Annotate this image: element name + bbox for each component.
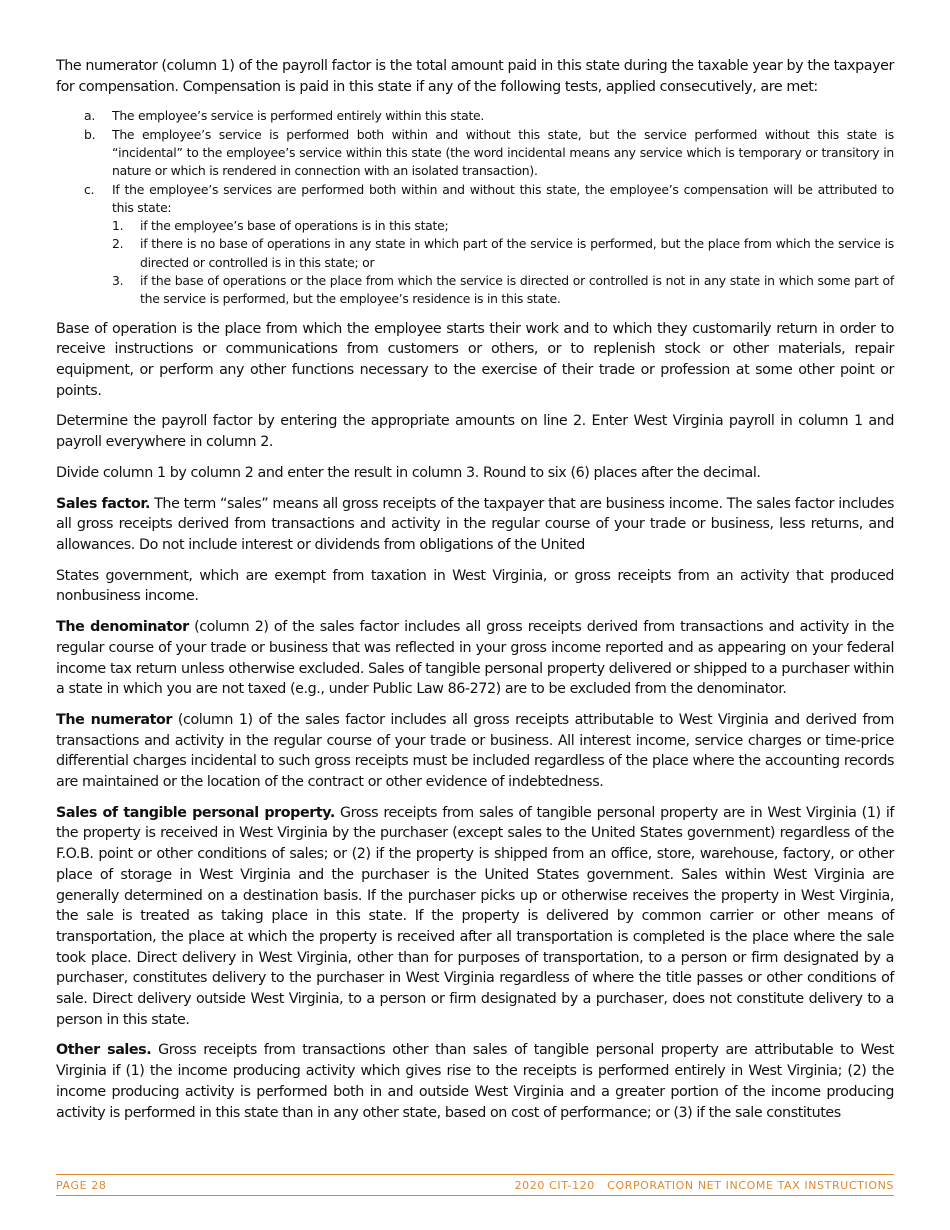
list-item [56,126,894,181]
document-body [56,56,894,1133]
sales-factor-text: The term “sales” means all gross receipts of the taxpayer that are business income. The sales factor includes all gross receipts derived from transactions and activity in the regular course of your trade or business, less returns, and allowances. Do not include interest or dividends from obligations of the United [56,495,895,553]
list-text: if there is no base of operations in any state in which part of the service is performed, but the place from which the service is directed or controlled is in this state; or [140,236,894,270]
list-text: if the employee’s base of operations is in this state; [140,218,449,234]
page-number: PAGE 28 [56,1179,107,1192]
list-marker: 3. [112,273,124,289]
list-marker: 1. [112,218,124,234]
list-marker: c. [84,181,95,197]
subtests-list [112,217,894,308]
divide-paragraph: Divide column 1 by column 2 and enter the result in column 3. Round to six (6) places after the decimal. [56,464,761,481]
denominator-paragraph [56,617,894,700]
denominator-heading: The denominator [56,619,189,636]
tangible-property-paragraph [56,803,894,1031]
list-text: if the base of operations or the place from which the service is directed or controlled is not in any state in which some part of the service is performed, but the employee’s residence is in this state. [140,273,894,307]
tangible-property-text: Gross receipts from sales of tangible personal property are in West Virginia (1) if the property is received in West Virginia by the purchaser (except sales to the United States government) regardless of the F.O.B. point or other conditions of sales; or (2) if the property is shipped from an office, store, warehouse, factory, or other place of storage in West Virginia and the purchaser is the United States government. Sales within West Virginia are generally determined on a destination basis. If the purchaser picks up or otherwise receives the property in West Virginia, the sale is treated as taking place in this state. If the property is delivered by common carrier or other means of transportation, the place at which the property is received after all transportation is completed is the place where the sale took place. Direct delivery in West Virginia, other than for purposes of transportation, to a person or firm designated by a purchaser, constitutes delivery to the purchaser in West Virginia regardless of where the title passes or other conditions of sale. Direct delivery outside West Virginia, to a person or firm designated by a purchaser, does not constitute delivery to a person in this state. [56,804,894,1028]
document-title: 2020 CIT-120 CORPORATION NET INCOME TAX INSTRUCTIONS [514,1179,894,1192]
sales-factor-paragraph [56,494,894,556]
intro-paragraph: The numerator (column 1) of the payroll factor is the total amount paid in this state during the taxable year by the taxpayer for compensation. Compensation is paid in this state if any of the following tests, applied consecutively, are met: [56,58,894,95]
denominator-text: (column 2) of the sales factor includes all gross receipts derived from transactions and activity in the regular course of your trade or business that was reflected in your gross income reported and as appearing on your federal income tax return unless otherwise excluded. Sales of tangible personal property delivered or shipped to a purchaser within a state in which you are not taxed (e.g., under Public Law 86-272) are to be excluded from the denominator. [56,619,894,698]
list-marker: a. [84,108,96,124]
tangible-property-heading: Sales of tangible personal property. [56,804,335,821]
sales-factor-heading: Sales factor. [56,495,150,512]
states-paragraph: States government, which are exempt from taxation in West Virginia, or gross receipts from an activity that produced nonbusiness income. [56,567,894,605]
list-marker: b. [84,126,96,142]
base-of-operation-paragraph: Base of operation is the place from which the employee starts their work and to which they customarily return in order to receive instructions or communications from customers or others, or to replenish stock or other materials, repair equipment, or perform any other functions necessary to the exercise of their trade or profession at some other point or points. [56,320,894,399]
numerator-heading: The numerator [56,711,173,728]
other-sales-paragraph [56,1040,894,1123]
determine-paragraph: Determine the payroll factor by entering the appropriate amounts on line 2. Enter West Virginia payroll in column 1 and payroll everywhere in column 2. [56,413,894,451]
numerator-text: (column 1) of the sales factor includes all gross receipts attributable to West Virginia and derived from transactions and activity in the regular course of your trade or business. All interest income, service charges or time-price differential charges incidental to such gross receipts must be included regardless of the place where the accounting records are maintained or the location of the contract or other evidence of indebtedness. [56,711,895,791]
list-item [56,107,894,125]
list-item [112,217,894,235]
other-sales-text: Gross receipts from transactions other than sales of tangible personal property are attributable to West Virginia if (1) the income producing activity which gives rise to the receipts is performed entirely in West Virginia; (2) the income producing activity is performed both in and outside West Virginia and a greater portion of the income producing activity is performed in this state than in any other state, based on cost of performance; or (3) if the sale constitutes [56,1042,894,1121]
other-sales-heading: Other sales. [56,1042,152,1059]
list-text: The employee’s service is performed both within and without this state, but the service performed without this state is “incidental” to the employee’s service within this state (the word incidental means any service which is temporary or transitory in nature or which is rendered in connection with an isolated transaction). [112,126,894,179]
list-text: If the employee’s services are performed both within and without this state, the employee’s compensation will be attributed to this state: [112,181,894,215]
list-item [112,235,894,272]
page-footer [56,1174,894,1196]
list-text: The employee’s service is performed entirely within this state. [112,108,485,124]
list-item [56,181,894,218]
numerator-paragraph [56,710,894,793]
list-item [112,272,894,309]
tests-list [56,107,894,308]
list-marker: 2. [112,236,124,252]
